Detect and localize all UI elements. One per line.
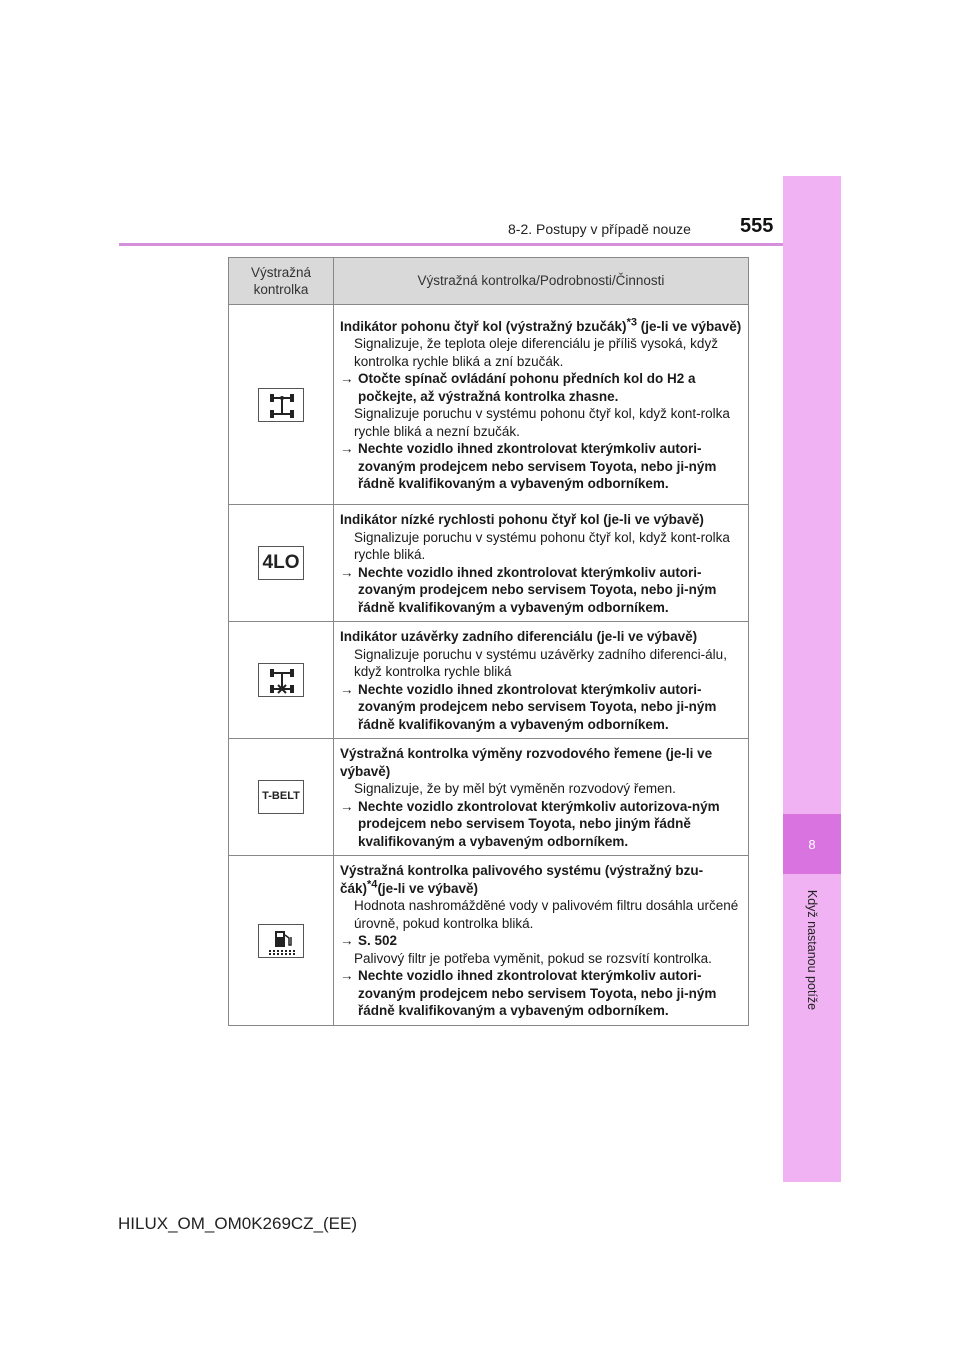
header-rule bbox=[119, 243, 783, 246]
row-title-text: Výstražná kontrolka palivového systému (výstražný bzu-čák) bbox=[340, 863, 704, 896]
icon-label: 4LO bbox=[262, 552, 300, 574]
col-header-details: Výstražná kontrolka/Podrobnosti/Činnosti bbox=[334, 258, 749, 305]
row-title-suffix: (je-li ve výbavě) bbox=[636, 318, 742, 334]
arrow-icon: → bbox=[340, 441, 354, 456]
icon-cell bbox=[229, 856, 334, 1026]
table-row bbox=[229, 739, 749, 856]
timing-belt-icon bbox=[258, 780, 304, 814]
row-title bbox=[340, 318, 744, 336]
row-text: Signalizuje poruchu v systému uzávěrky zadního diferenci-álu, když kontrolka rychle bliká bbox=[354, 646, 727, 679]
row-action-text: Nechte vozidlo zkontrolovat kterýmkoliv autorizova-ným prodejcem nebo servisem Toyota, nebo jiným řádně kvalifikovaným a vybaveným odborníkem. bbox=[358, 798, 720, 849]
row-action bbox=[340, 440, 744, 493]
description-cell bbox=[334, 505, 749, 622]
row-text: Palivový filtr je potřeba vyměnit, pokud se rozsvítí kontrolka. bbox=[354, 950, 712, 966]
page-number: 555 bbox=[740, 215, 774, 237]
row-action bbox=[340, 564, 744, 617]
description-cell bbox=[334, 622, 749, 739]
icon-cell bbox=[229, 622, 334, 739]
document-code: HILUX_OM_OM0K269CZ_(EE) bbox=[118, 1214, 358, 1233]
icon-cell bbox=[229, 739, 334, 856]
four-wheel-drive-icon bbox=[258, 388, 304, 422]
fuel-system-icon bbox=[258, 924, 304, 958]
row-action-text: Nechte vozidlo ihned zkontrolovat kterýmkoliv autori-zovaným prodejcem nebo servisem Toyota, nebo ji-ným řádně kvalifikovaným a vybaveným odborníkem. bbox=[358, 441, 717, 491]
rear-differential-lock-icon bbox=[258, 663, 304, 697]
description-cell bbox=[334, 739, 749, 856]
row-text: Signalizuje, že by měl být vyměněn rozvodový řemen. bbox=[354, 781, 676, 796]
row-action bbox=[340, 370, 744, 405]
table-row bbox=[229, 622, 749, 739]
row-title-suffix: (je-li ve výbavě) bbox=[377, 880, 478, 896]
row-action bbox=[340, 967, 744, 1020]
4lo-icon bbox=[258, 546, 304, 580]
row-action-text: Nechte vozidlo ihned zkontrolovat kterýmkoliv autori-zovaným prodejcem nebo servisem Toyota, nebo ji-ným řádně kvalifikovaným a vybaveným odborníkem. bbox=[358, 681, 717, 732]
chapter-tab bbox=[783, 176, 841, 1182]
row-title-text: Indikátor pohonu čtyř kol (výstražný bzučák) bbox=[340, 318, 627, 334]
row-text: Signalizuje poruchu v systému pohonu čtyř kol, když kont-rolka rychle bliká a nezní bzučák. bbox=[354, 406, 730, 439]
arrow-icon: → bbox=[340, 681, 354, 697]
row-action bbox=[340, 932, 744, 950]
icon-cell bbox=[229, 305, 334, 505]
arrow-icon: → bbox=[340, 933, 354, 949]
row-text: Hodnota nashromážděné vody v palivovém filtru dosáhla určené úrovně, pokud kontrolka bliká. bbox=[354, 898, 739, 931]
table-row bbox=[229, 856, 749, 1026]
row-action-text: Nechte vozidlo ihned zkontrolovat kterýmkoliv autori-zovaným prodejcem nebo servisem Toyota, nebo ji-ným řádně kvalifikovaným a vybaveným odborníkem. bbox=[358, 968, 717, 1019]
section-title: 8-2. Postupy v případě nouze bbox=[508, 221, 691, 237]
row-title: Indikátor uzávěrky zadního diferenciálu (je-li ve výbavě) bbox=[340, 629, 698, 644]
row-text: Signalizuje poruchu v systému pohonu čtyř kol, když kont-rolka rychle bliká. bbox=[354, 529, 730, 562]
row-title: Výstražná kontrolka výměny rozvodového řemene (je-li ve výbavě) bbox=[340, 746, 713, 779]
arrow-icon: → bbox=[340, 798, 354, 814]
chapter-number: 8 bbox=[783, 814, 841, 874]
arrow-icon: → bbox=[340, 968, 354, 984]
table-header-row bbox=[229, 258, 749, 305]
row-text: Signalizuje, že teplota oleje diferenciálu je příliš vysoká, když kontrolka rychle bliká a zní bzučák. bbox=[354, 336, 718, 369]
chapter-title: Když nastanou potíže bbox=[805, 889, 819, 1011]
row-action-text: Nechte vozidlo ihned zkontrolovat kterýmkoliv autori-zovaným prodejcem nebo servisem Toyota, nebo ji-ným řádně kvalifikovaným a vybaveným odborníkem. bbox=[358, 564, 717, 615]
arrow-icon: → bbox=[340, 371, 354, 386]
description-cell bbox=[334, 856, 749, 1026]
page-reference-link[interactable]: S. 502 bbox=[358, 933, 398, 949]
table-row bbox=[229, 305, 749, 505]
footnote-ref: *4 bbox=[367, 878, 378, 891]
icon-label: T-BELT bbox=[262, 790, 300, 803]
description-cell bbox=[334, 305, 749, 505]
footnote-ref: *3 bbox=[626, 316, 637, 328]
icon-cell bbox=[229, 505, 334, 622]
row-action bbox=[340, 798, 744, 851]
row-title bbox=[340, 862, 744, 897]
row-action-text: Otočte spínač ovládání pohonu předních kol do H2 a počkejte, až výstražná kontrolka zhasne. bbox=[358, 371, 696, 404]
row-title: Indikátor nízké rychlosti pohonu čtyř kol (je-li ve výbavě) bbox=[340, 512, 704, 527]
col-header-warning-light: Výstražná kontrolka bbox=[229, 258, 334, 305]
warning-lights-table bbox=[228, 257, 749, 1026]
table-row bbox=[229, 505, 749, 622]
row-action bbox=[340, 681, 744, 734]
arrow-icon: → bbox=[340, 564, 354, 580]
